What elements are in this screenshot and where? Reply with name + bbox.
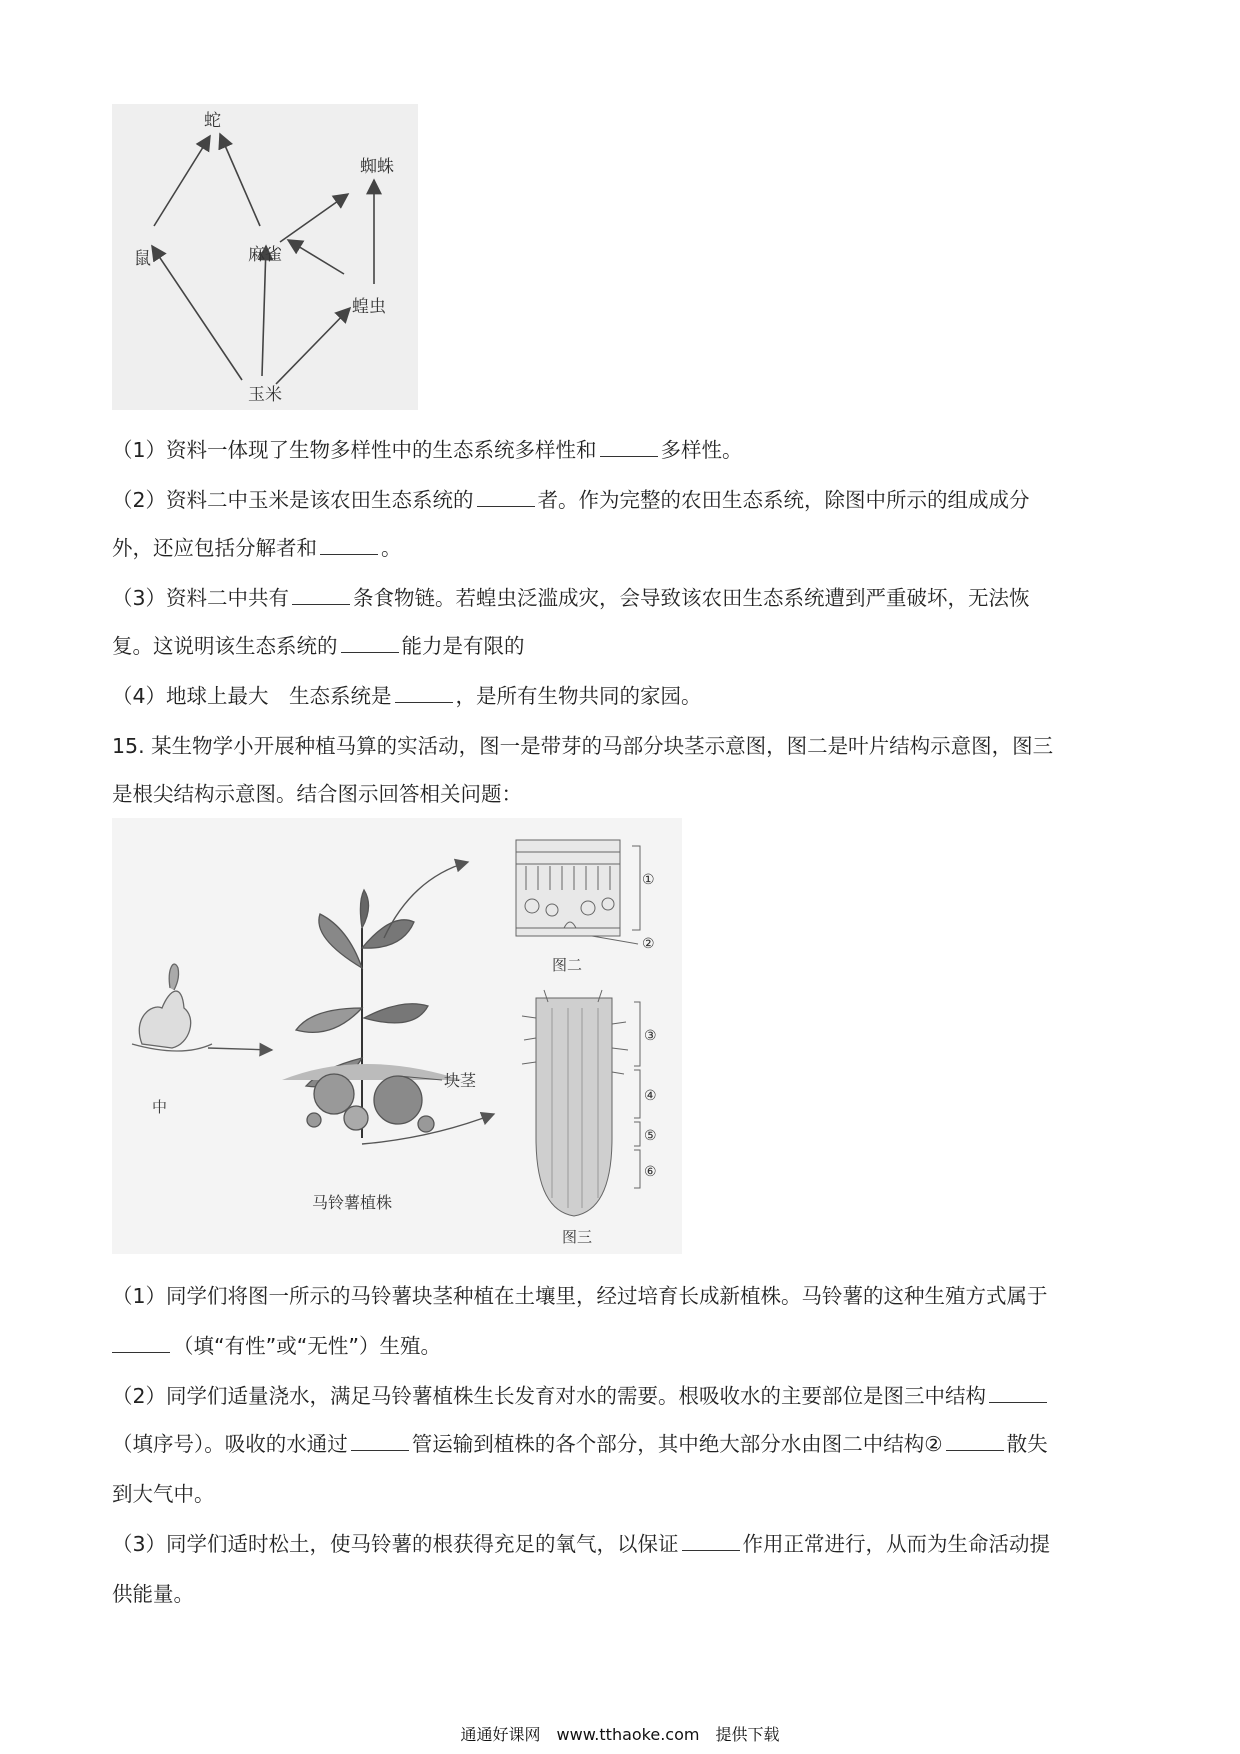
mark-5: ⑤ xyxy=(644,1128,657,1144)
q14-part-3: （3）资料二中共有 条食物链。若蝗虫泛滥成灾，会导致该农田生态系统遭到严重破坏，无法恢 xyxy=(112,586,1030,610)
q15-part-2: （2）同学们适量浇水，满足马铃薯植株生长发育对水的需要。根吸收水的主要部位是图三中结构 xyxy=(112,1382,1050,1410)
food-web-node-locust: 蝗虫 xyxy=(352,297,386,317)
q15-part-2-end: 到大气中。 xyxy=(112,1482,215,1506)
q14-part-3-cont: 复。这说明该生态系统的 能力是有限的 xyxy=(112,634,525,658)
figure-2-label: 图二 xyxy=(552,956,583,974)
food-web-node-sparrow: 麻雀 xyxy=(248,245,282,265)
q14-part-2: （2）资料二中玉米是该农田生态系统的 者。作为完整的农田生态系统，除图中所示的组成成分 xyxy=(112,488,1030,512)
answer-blank[interactable] xyxy=(112,1334,170,1353)
food-web-node-spider: 蜘蛛 xyxy=(360,157,394,177)
tuber-label: 块茎 xyxy=(444,1071,477,1090)
q14-part-4: （4）地球上最大 生态系统是 ，是所有生物共同的家园。 xyxy=(112,684,702,708)
q15-part-3-cont: 供能量。 xyxy=(112,1582,194,1606)
q14-part-2-cont: 外，还应包括分解者和 。 xyxy=(112,536,402,560)
food-web-node-corn: 玉米 xyxy=(248,385,282,405)
q15-part-3: （3）同学们适时松土，使马铃薯的根获得充足的氧气，以保证 作用正常进行，从而为生命活动提 xyxy=(112,1532,1051,1556)
mark-6: ⑥ xyxy=(644,1164,657,1180)
tuber-sprout-drawing xyxy=(132,964,212,1051)
q15-stem-cont: 是根尖结构示意图。结合图示回答相关问题： xyxy=(112,782,522,806)
food-web-node-mouse: 鼠 xyxy=(134,249,151,269)
mark-1: ① xyxy=(642,872,655,888)
leaf-cross-section-drawing xyxy=(516,840,640,936)
q15-part-2-cont: （填序号）。吸收的水通过 管运输到植株的各个部分，其中绝大部分水由图二中结构② 散失 xyxy=(112,1432,1048,1456)
answer-blank[interactable] xyxy=(682,1532,740,1551)
food-web-figure xyxy=(112,104,418,410)
q15-stem: 15. 某生物学小开展种植马算的实活动，图一是带芽的马部分块茎示意图，图二是叶片结构示意图，图三 xyxy=(112,734,1054,758)
answer-blank[interactable] xyxy=(946,1432,1004,1451)
answer-blank[interactable] xyxy=(989,1384,1047,1403)
mark-4: ④ xyxy=(644,1088,657,1104)
figure-1-label: 中 xyxy=(152,1098,168,1116)
potato-plant-drawing xyxy=(282,890,462,1138)
mark-3: ③ xyxy=(644,1028,657,1044)
page-footer: 通通好课网 www.tthaoke.com 提供下载 xyxy=(460,1725,780,1744)
answer-blank[interactable] xyxy=(351,1432,409,1451)
q15-part-1: （1）同学们将图一所示的马铃薯块茎种植在土壤里，经过培育长成新植株。马铃薯的这种生殖方式属于 xyxy=(112,1284,1048,1308)
answer-blank[interactable] xyxy=(600,438,658,457)
answer-blank[interactable] xyxy=(292,586,350,605)
mark-2: ② xyxy=(642,936,655,952)
answer-blank[interactable] xyxy=(395,684,453,703)
answer-blank[interactable] xyxy=(341,634,399,653)
q14-part-1: （1）资料一体现了生物多样性中的生态系统多样性和 多样性。 xyxy=(112,438,743,462)
potato-figure xyxy=(112,818,682,1254)
root-tip-drawing xyxy=(522,990,628,1216)
answer-blank[interactable] xyxy=(320,536,378,555)
food-web-node-snake: 蛇 xyxy=(204,111,221,131)
figure-3-label: 图三 xyxy=(562,1228,593,1246)
potato-plant-label: 马铃薯植株 xyxy=(312,1193,393,1212)
answer-blank[interactable] xyxy=(477,488,535,507)
q15-part-1-cont: （填“有性”或“无性”）生殖。 xyxy=(112,1332,441,1360)
